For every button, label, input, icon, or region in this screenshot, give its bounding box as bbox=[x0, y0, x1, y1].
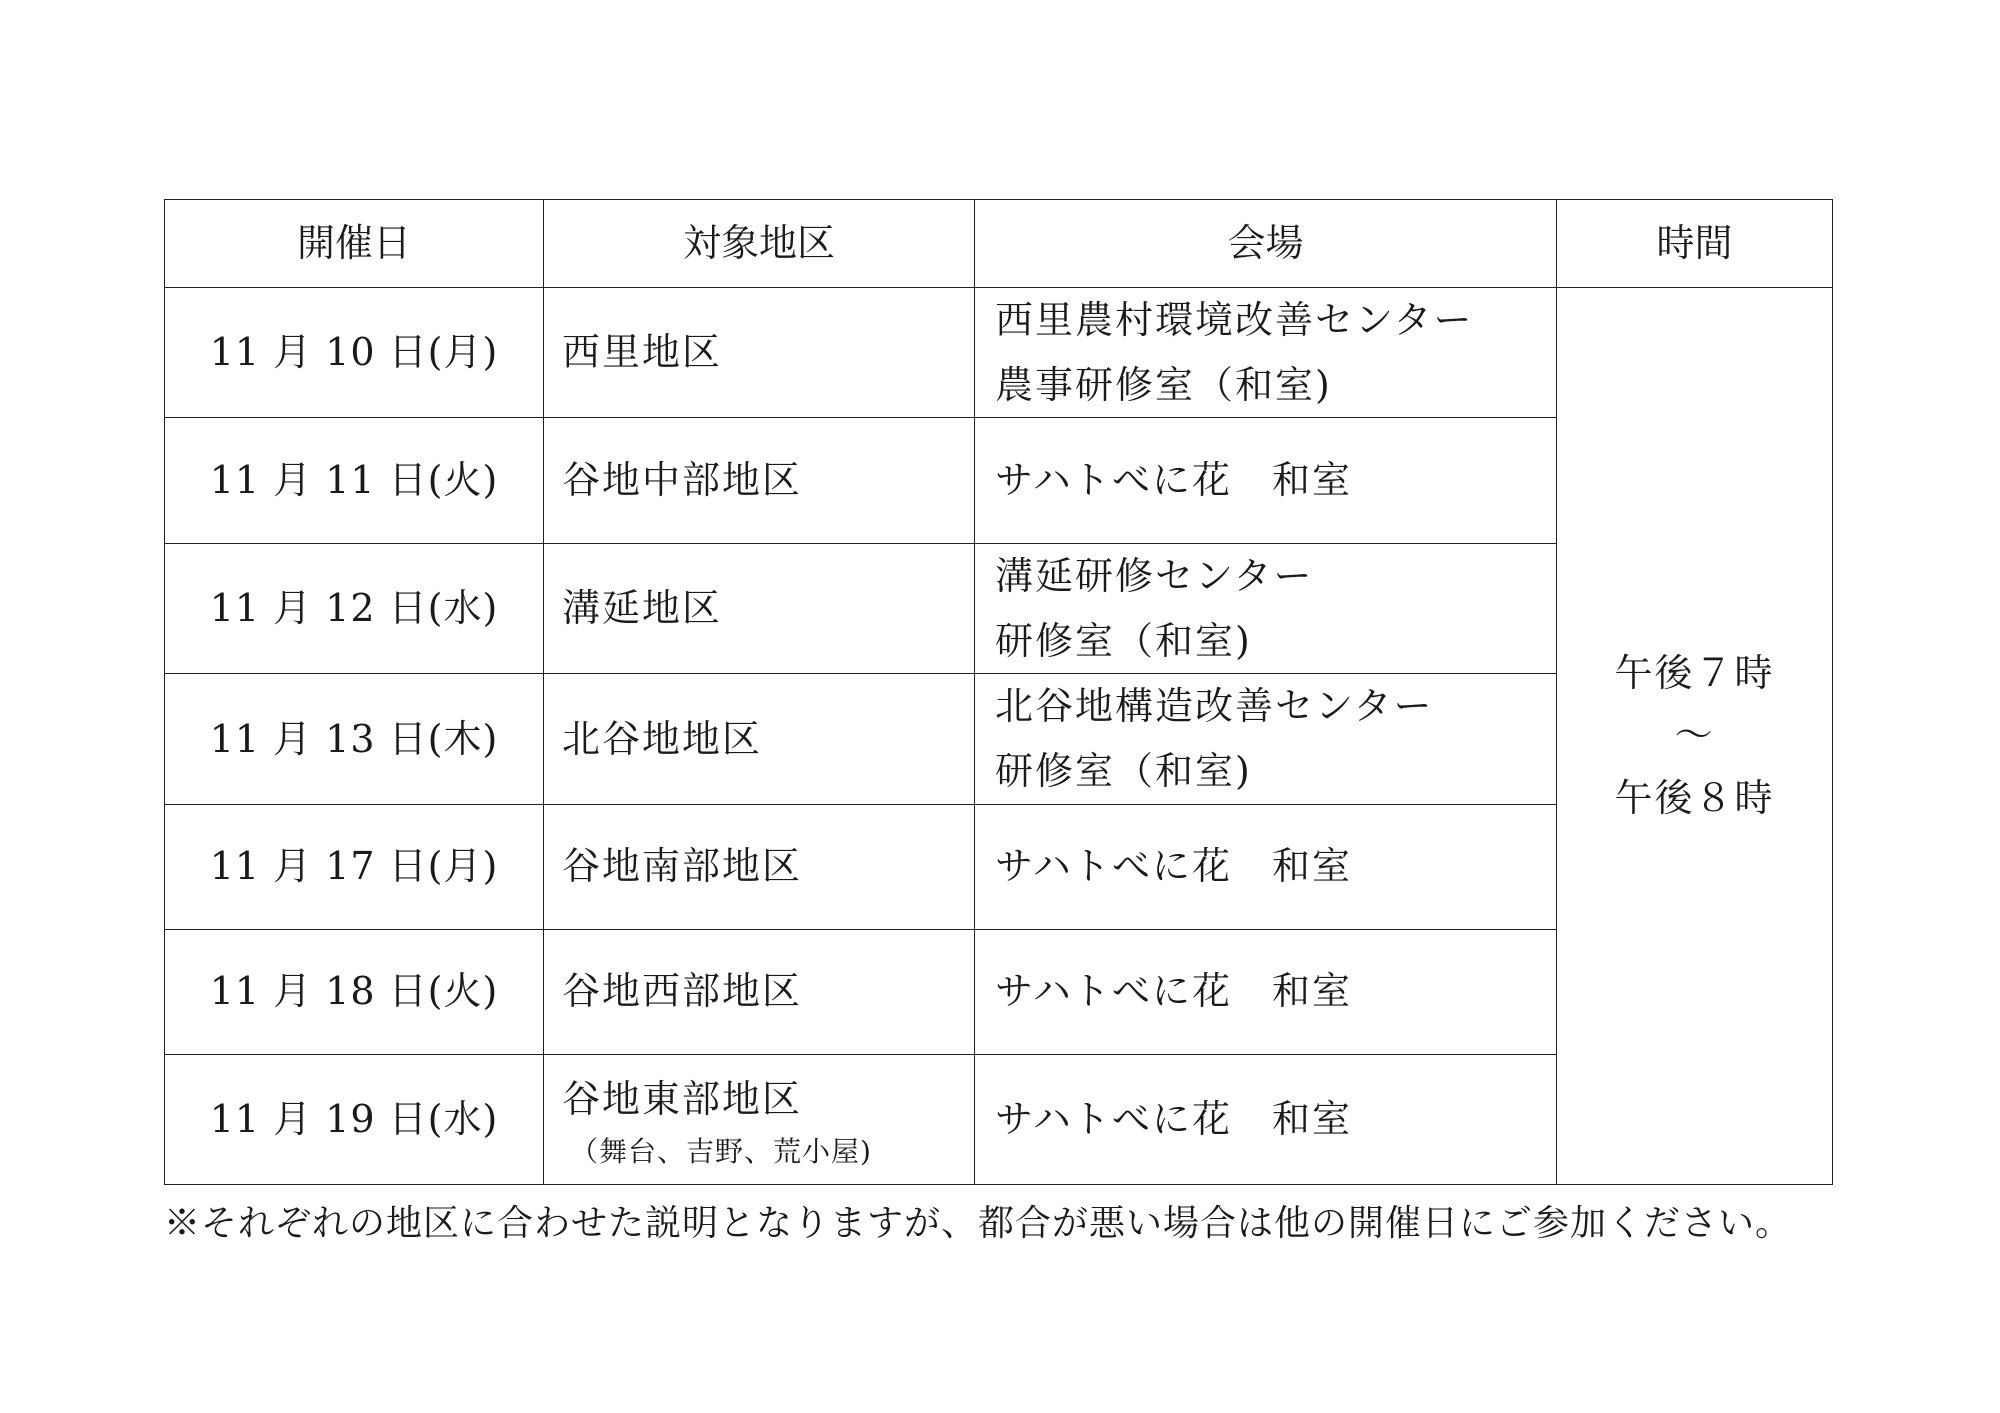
header-time: 時間 bbox=[1557, 200, 1833, 288]
table-row bbox=[165, 288, 1833, 418]
date-cell: 11 月 18 日(火) bbox=[165, 929, 544, 1054]
time-end: 午後８時 bbox=[1614, 776, 1775, 821]
footnote: ※それぞれの地区に合わせた説明となりますが、都合が悪い場合は他の開催日にご参加ください。 bbox=[164, 1203, 1793, 1244]
venue-line: 農事研修室（和室) bbox=[995, 362, 1332, 407]
venue-cell bbox=[975, 674, 1557, 804]
district-cell: 西里地区 bbox=[544, 288, 975, 418]
venue-line: 溝延研修センター bbox=[995, 554, 1314, 599]
venue-cell bbox=[975, 288, 1557, 418]
district-cell: 溝延地区 bbox=[544, 544, 975, 674]
district-cell: 谷地南部地区 bbox=[544, 804, 975, 929]
venue-line: 研修室（和室) bbox=[995, 748, 1252, 793]
venue-line: 研修室（和室) bbox=[995, 618, 1252, 663]
time-separator: ～ bbox=[1674, 713, 1715, 758]
header-district: 対象地区 bbox=[544, 200, 975, 288]
date-cell: 11 月 12 日(水) bbox=[165, 544, 544, 674]
venue-line: サハトべに花 和室 bbox=[995, 844, 1352, 889]
venue-cell bbox=[975, 544, 1557, 674]
district-cell: 谷地中部地区 bbox=[544, 418, 975, 544]
header-date: 開催日 bbox=[165, 200, 544, 288]
district-name: 谷地東部地区 bbox=[562, 1077, 803, 1122]
district-cell bbox=[544, 1054, 975, 1184]
time-start: 午後７時 bbox=[1614, 650, 1775, 695]
date-cell: 11 月 19 日(水) bbox=[165, 1054, 544, 1184]
header-row bbox=[165, 200, 1833, 288]
header-venue: 会場 bbox=[975, 200, 1557, 288]
district-cell: 北谷地地区 bbox=[544, 674, 975, 804]
date-cell: 11 月 13 日(木) bbox=[165, 674, 544, 804]
venue-cell bbox=[975, 804, 1557, 929]
schedule-table bbox=[164, 199, 1833, 1185]
venue-line: 北谷地構造改善センター bbox=[995, 684, 1434, 729]
venue-line: サハトべに花 和室 bbox=[995, 458, 1352, 503]
date-cell: 11 月 10 日(月) bbox=[165, 288, 544, 418]
venue-line: サハトべに花 和室 bbox=[995, 1096, 1352, 1141]
venue-cell bbox=[975, 418, 1557, 544]
date-cell: 11 月 11 日(火) bbox=[165, 418, 544, 544]
venue-cell bbox=[975, 1054, 1557, 1184]
venue-cell bbox=[975, 929, 1557, 1054]
district-cell: 谷地西部地区 bbox=[544, 929, 975, 1054]
venue-line: 西里農村環境改善センター bbox=[995, 298, 1474, 342]
time-cell bbox=[1557, 288, 1833, 1185]
date-cell: 11 月 17 日(月) bbox=[165, 804, 544, 929]
venue-line: サハトべに花 和室 bbox=[995, 969, 1352, 1014]
district-subareas: （舞台、吉野、荒小屋) bbox=[570, 1134, 872, 1168]
